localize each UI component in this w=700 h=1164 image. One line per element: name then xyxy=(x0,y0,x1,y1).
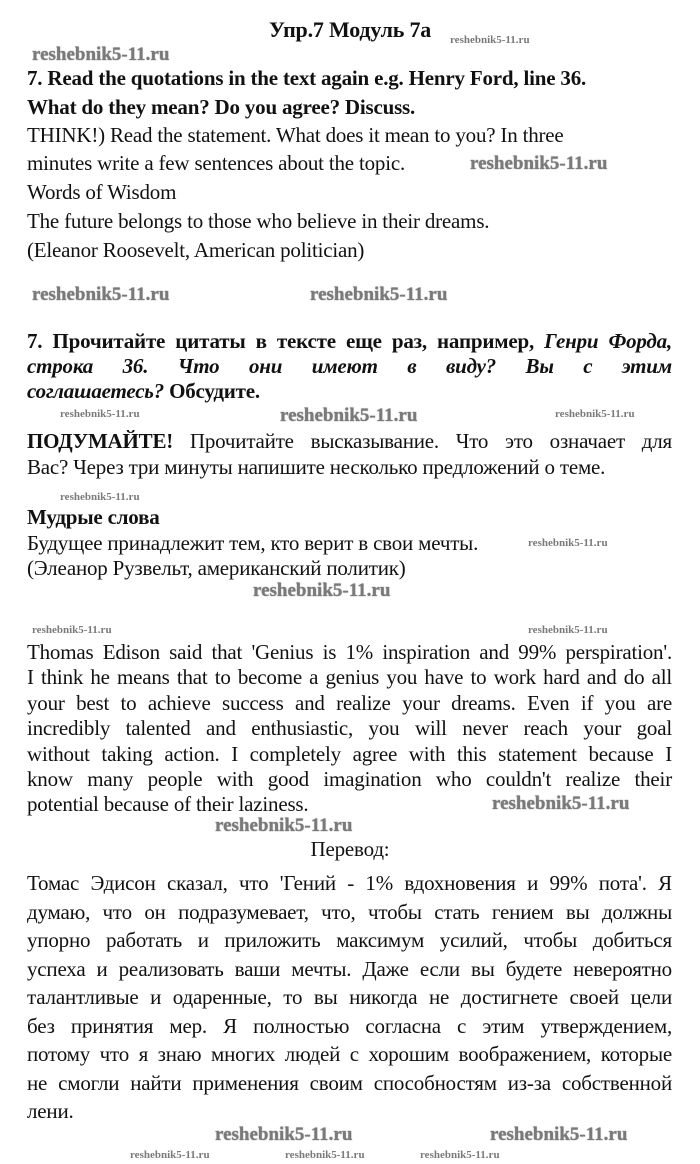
watermark: reshebnik5-11.ru xyxy=(528,624,608,636)
answer-line: without taking action. I completely agree with this statement because I xyxy=(27,742,672,766)
task-en-line-2: What do they mean? Do you agree? Discuss. xyxy=(27,95,416,119)
answer-line: лени. xyxy=(27,1099,74,1123)
wisdom-en-heading: Words of Wisdom xyxy=(27,180,177,204)
task-ru-bold-3: Обсудите. xyxy=(169,379,260,403)
watermark: reshebnik5-11.ru xyxy=(310,284,448,305)
task-ru-line-2 xyxy=(27,354,672,378)
task-ru-word: виду? xyxy=(446,354,497,378)
watermark: reshebnik5-11.ru xyxy=(490,1124,628,1145)
task-ru-word: имеют xyxy=(311,354,378,378)
wisdom-en-author: (Eleanor Roosevelt, American politician) xyxy=(27,238,365,262)
think-en-line-1: THINK!) Read the statement. What does it mean to you? In three xyxy=(27,123,564,147)
task-ru-word: 36. xyxy=(122,354,149,378)
answer-line: incredibly talented and enthusiastic, you will never reach your goal xyxy=(27,716,672,740)
answer-line: успеха и реализовать ваши мечты. Даже если вы будете невероятно xyxy=(27,957,672,981)
task-ru-word: они xyxy=(248,354,283,378)
task-ru-word: с xyxy=(583,354,593,378)
translation-label: Перевод: xyxy=(310,837,390,861)
task-ru-word: Что xyxy=(177,354,220,378)
answer-line: без принятия мер. Я полностью согласна с этим утверждением, xyxy=(27,1014,672,1038)
task-ru-line-1 xyxy=(27,329,672,353)
watermark: reshebnik5-11.ru xyxy=(285,1149,365,1161)
answer-line: potential because of their laziness. xyxy=(27,792,309,816)
wisdom-en-quote: The future belongs to those who believe in their dreams. xyxy=(27,209,490,233)
answer-line: Thomas Edison said that 'Genius is 1% inspiration and 99% perspiration'. xyxy=(27,640,672,664)
watermark: reshebnik5-11.ru xyxy=(555,408,635,420)
watermark: reshebnik5-11.ru xyxy=(60,491,140,503)
watermark: reshebnik5-11.ru xyxy=(32,284,170,305)
watermark: reshebnik5-11.ru xyxy=(492,793,630,814)
watermark: reshebnik5-11.ru xyxy=(450,34,530,46)
answer-line: I think he means that to become a genius you have to work hard and do all xyxy=(27,665,672,689)
answer-line: your best to achieve success and realize your dreams. Even if you are xyxy=(27,691,672,715)
task-ru-italic-3: соглашаетесь? xyxy=(27,379,165,403)
task-ru-word: этим xyxy=(621,354,672,378)
task-en-line-1: 7. Read the quotations in the text again e.g. Henry Ford, line 36. xyxy=(27,66,587,90)
watermark: reshebnik5-11.ru xyxy=(32,44,170,65)
wisdom-ru-author: (Элеанор Рузвельт, американский политик) xyxy=(27,556,406,580)
task-ru-italic: Генри Форда, xyxy=(544,329,672,353)
answer-line: Томас Эдисон сказал, что 'Гений - 1% вдохновения и 99% пота'. Я xyxy=(27,871,672,895)
watermark: reshebnik5-11.ru xyxy=(60,408,140,420)
answer-line: know many people with good imagination who couldn't realize their xyxy=(27,767,672,791)
wisdom-ru-heading: Мудрые слова xyxy=(27,505,160,529)
watermark: reshebnik5-11.ru xyxy=(420,1149,500,1161)
watermark: reshebnik5-11.ru xyxy=(215,815,353,836)
task-ru-word: Вы xyxy=(525,354,554,378)
think-en-line-2: minutes write a few sentences about the topic. xyxy=(27,151,406,175)
answer-line: упорно работать и приложить максимум усилий, чтобы добиться xyxy=(27,928,672,952)
page-title: Упр.7 Модуль 7а xyxy=(268,17,432,42)
watermark: reshebnik5-11.ru xyxy=(32,624,112,636)
think-ru-bold: ПОДУМАЙТЕ! xyxy=(27,429,174,453)
think-ru-text: Прочитайте высказывание. Что это означает для xyxy=(189,429,672,453)
watermark: reshebnik5-11.ru xyxy=(130,1149,210,1161)
watermark: reshebnik5-11.ru xyxy=(528,537,608,549)
watermark: reshebnik5-11.ru xyxy=(280,405,418,426)
answer-line: талантливые и одаренные, то вы никогда не достигнете своей цели xyxy=(27,985,672,1009)
think-ru-line-1 xyxy=(27,429,672,453)
wisdom-ru-quote: Будущее принадлежит тем, кто верит в свои мечты. xyxy=(27,531,479,555)
task-ru-word: в xyxy=(407,354,417,378)
watermark: reshebnik5-11.ru xyxy=(215,1124,353,1145)
answer-line: потому что я знаю многих людей с хорошим воображением, которые xyxy=(27,1042,672,1066)
watermark: reshebnik5-11.ru xyxy=(470,153,608,174)
task-ru-bold: 7. Прочитайте цитаты в тексте еще раз, например, xyxy=(27,329,534,353)
answer-line: думаю, что он подразумевает, что, чтобы стать гением вы должны xyxy=(27,900,672,924)
watermark: reshebnik5-11.ru xyxy=(253,580,391,601)
task-ru-line-3 xyxy=(27,379,260,403)
think-ru-line-2: Вас? Через три минуты напишите несколько предложений о теме. xyxy=(27,455,606,479)
answer-line: не смогли найти применения своим способностям из-за собственной xyxy=(27,1071,672,1095)
task-ru-word: строка xyxy=(27,354,94,378)
